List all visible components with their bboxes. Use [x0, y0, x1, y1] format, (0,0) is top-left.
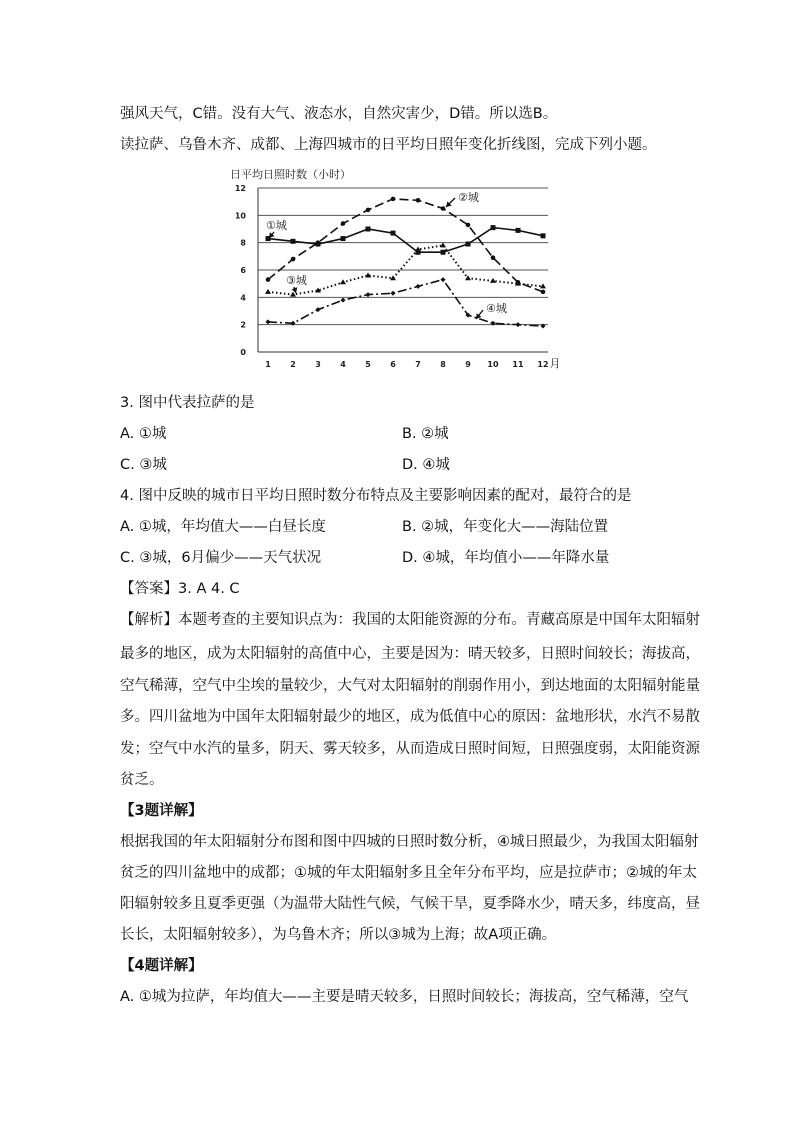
y-tick-label: 10 [234, 211, 246, 221]
option-3a: A. ①城 [120, 426, 167, 442]
data-point [491, 225, 496, 230]
data-point [291, 257, 296, 262]
y-tick-label: 2 [240, 320, 246, 330]
data-point [466, 223, 471, 228]
data-point [266, 277, 271, 282]
data-point [291, 239, 296, 244]
sunshine-line-chart [228, 162, 568, 372]
data-point [516, 322, 521, 327]
data-point [366, 227, 371, 232]
detail-3-line: 阳辐射较多且夏季更强（为温带大陆性气候，气候干旱，夏季降水少，晴天多，纬度高，昼 [120, 896, 700, 912]
option-4a: A. ①城，年均值大——白昼长度 [120, 519, 326, 535]
option-4d: D. ④城，年均值小——年降水量 [402, 550, 610, 566]
question-intro: 读拉萨、乌鲁木齐、成都、上海四城市的日平均日照年变化折线图，完成下列小题。 [120, 137, 657, 153]
detail-3-title: 【3题详解】 [120, 803, 203, 819]
data-point [416, 284, 421, 289]
y-tick-label: 8 [240, 238, 246, 248]
x-tick-label: 9 [465, 360, 471, 369]
data-point [491, 255, 496, 260]
analysis-line: 贫乏。 [120, 772, 164, 788]
option-4c: C. ③城，6月偏少——天气状况 [120, 550, 322, 566]
data-point [541, 290, 546, 295]
data-point [341, 298, 346, 303]
text-line: 强风天气，C错。没有大气、液态水，自然灾害少，D错。所以选B。 [120, 106, 558, 122]
detail-4-line: A. ①城为拉萨，年均值大——主要是晴天较多，日照时间较长；海拔高，空气稀薄，空气 [120, 989, 689, 1005]
data-point [340, 279, 346, 284]
detail-3-line: 长长，太阳辐射较多），为乌鲁木齐；所以③城为上海；故A项正确。 [120, 927, 557, 943]
x-tick-label: 11 [512, 360, 524, 369]
y-tick-label: 0 [240, 348, 246, 357]
data-point [390, 275, 396, 280]
data-point [466, 242, 471, 247]
analysis-line: 空气稀薄，空气中尘埃的量较少，大气对太阳辐射的削弱作用小，到达地面的太阳辐射能量 [120, 678, 700, 694]
data-point [341, 221, 346, 226]
data-point [391, 231, 396, 236]
data-point [391, 197, 396, 202]
option-3d: D. ④城 [402, 457, 450, 473]
x-tick-label: 10 [487, 360, 499, 369]
data-point [316, 240, 321, 245]
x-tick-label: 12 [537, 360, 549, 369]
detail-3-line: 根据我国的年太阳辐射分布图和图中四城的日照时数分析，④城日照最少，为我国太阳辐射 [120, 834, 699, 850]
analysis-line: 【解析】本题考查的主要知识点为：我国的太阳能资源的分布。青藏高原是中国年太阳辐射 [120, 612, 700, 628]
option-4b: B. ②城，年变化大——海陆位置 [402, 519, 609, 535]
series-line [268, 228, 543, 253]
option-3b: B. ②城 [402, 426, 449, 442]
series-label: ②城 [458, 191, 479, 204]
data-point [416, 198, 421, 203]
data-point [366, 292, 371, 297]
data-point [541, 233, 546, 238]
x-tick-label: 3 [315, 360, 321, 369]
data-point [540, 283, 546, 288]
analysis-line: 发；空气中水汽的量多，阴天、雾天较多，从而造成日照时间短，日照强度弱，太阳能资源 [120, 741, 700, 757]
option-3c: C. ③城 [120, 457, 167, 473]
data-point [341, 236, 346, 241]
data-point [366, 208, 371, 213]
data-point [265, 289, 271, 294]
analysis-line: 多。四川盆地为中国年太阳辐射最少的地区，成为低值中心的原因：盆地形状，水汽不易散 [120, 709, 700, 725]
x-tick-label: 2 [290, 360, 296, 369]
x-tick-label: 7 [415, 360, 421, 369]
x-tick-label: 5 [365, 360, 371, 369]
data-point [490, 278, 496, 283]
data-point [441, 277, 446, 282]
x-tick-label: 6 [390, 360, 396, 369]
detail-4-title: 【4题详解】 [120, 958, 203, 974]
data-point [441, 250, 446, 255]
series-label: ①城 [266, 219, 287, 232]
x-axis-label: 月 [549, 357, 561, 370]
data-point [516, 228, 521, 233]
series-label: ④城 [486, 302, 507, 315]
data-point [441, 206, 446, 211]
question-3: 3. 图中代表拉萨的是 [120, 395, 255, 411]
chart-title: 日平均日照时数（小时） [230, 168, 351, 181]
answer-line: 【答案】3. A 4. C [120, 581, 240, 597]
x-tick-label: 1 [265, 360, 271, 369]
x-tick-label: 4 [340, 360, 346, 369]
y-tick-label: 6 [240, 266, 246, 275]
y-tick-label: 12 [234, 184, 246, 193]
x-tick-label: 8 [440, 360, 446, 369]
data-point [266, 319, 271, 324]
question-4: 4. 图中反映的城市日平均日照时数分布特点及主要影响因素的配对，最符合的是 [120, 488, 632, 504]
data-point [391, 291, 396, 296]
y-tick-label: 4 [240, 293, 246, 303]
detail-3-line: 贫乏的四川盆地中的成都；①城的年太阳辐射多且全年分布平均，应是拉萨市；②城的年太 [120, 865, 697, 881]
analysis-line: 最多的地区，成为太阳辐射的高值中心，主要是因为：晴天较多，日照时间较长；海拔高， [120, 646, 700, 662]
series-label: ③城 [286, 274, 307, 287]
